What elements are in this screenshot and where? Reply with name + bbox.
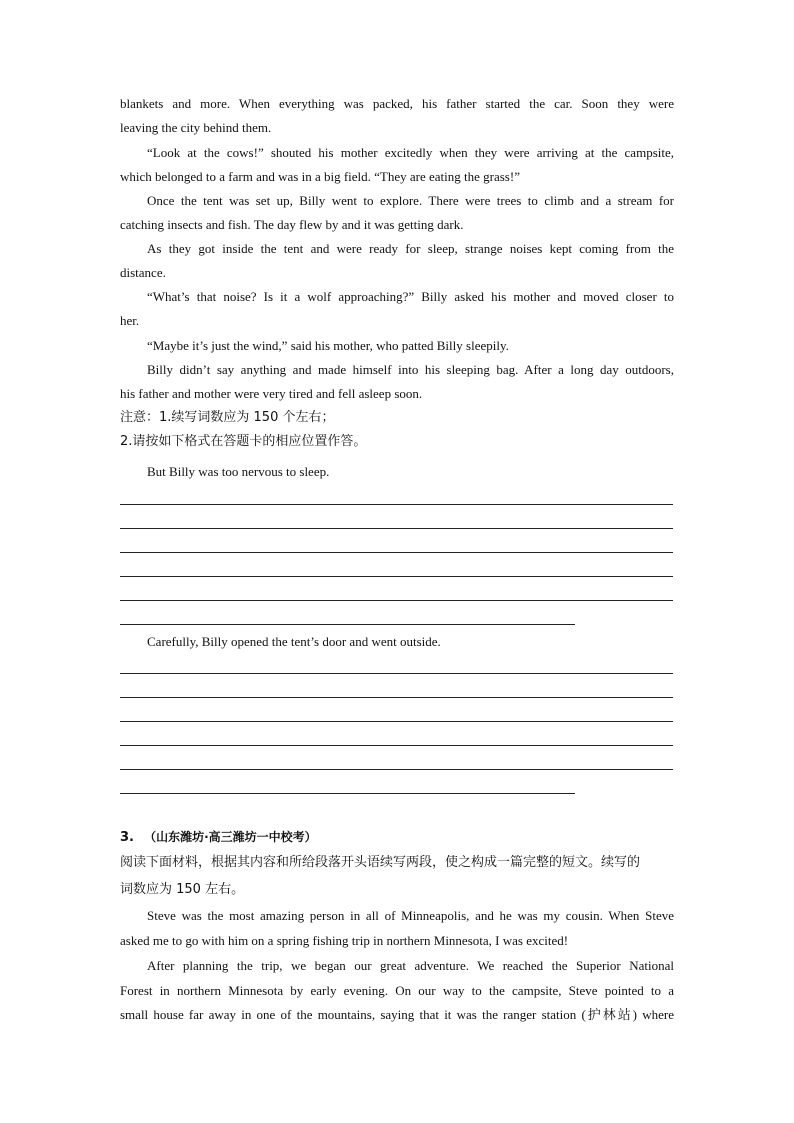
passage1-line-9: “What’s that noise? Is it a wolf approaching?” Billy asked his mother and moved closer to (147, 289, 674, 304)
passage1-line-3: “Look at the cows!” shouted his mother excitedly when they were arriving at the campsite, (147, 145, 674, 160)
question3-passage-line-1: Steve was the most amazing person in all of Minneapolis, and he was my cousin. When Steve (147, 908, 674, 923)
passage1-line-13: his father and mother were very tired and fell asleep soon. (120, 386, 423, 401)
question3-passage-line-5: small house far away in one of the mountains, saying that it was the ranger station (护林站) where (120, 1007, 674, 1022)
question-source: （山东潍坊·高三潍坊一中校考） (144, 830, 317, 844)
answer-line (120, 576, 673, 577)
note-word-count: 注意：1.续写词数应为 150 个左右； (120, 410, 335, 425)
answer-line (120, 552, 673, 553)
passage1-line-10: her. (120, 313, 140, 328)
answer-line (120, 793, 575, 794)
question3-header (120, 829, 674, 846)
passage1-line-5: Once the tent was set up, Billy went to explore. There were trees to climb and a stream for (147, 193, 674, 208)
passage1-line-8: distance. (120, 265, 166, 280)
passage1-line-11: “Maybe it’s just the wind,” said his mother, who patted Billy sleepily. (147, 338, 509, 353)
continuation-prompt-1: But Billy was too nervous to sleep. (147, 464, 330, 479)
question3-instruction-line-1: 阅读下面材料，根据其内容和所给段落开头语续写两段，使之构成一篇完整的短文。续写的 (120, 855, 641, 870)
question3-passage-line-2: asked me to go with him on a spring fishing trip in northern Minnesota, I was excited! (120, 933, 569, 948)
passage1-line-2: leaving the city behind them. (120, 120, 272, 135)
continuation-prompt-2: Carefully, Billy opened the tent’s door and went outside. (147, 634, 441, 649)
answer-line (120, 769, 673, 770)
answer-line (120, 673, 673, 674)
answer-line (120, 697, 673, 698)
question3-instruction-line-2: 词数应为 150 左右。 (120, 882, 245, 897)
passage1-line-6: catching insects and fish. The day flew by and it was getting dark. (120, 217, 464, 232)
answer-line (120, 745, 673, 746)
passage1-line-7: As they got inside the tent and were ready for sleep, strange noises kept coming from the (147, 241, 674, 256)
question-number: 3. (120, 830, 134, 845)
note-answer-format: 2.请按如下格式在答题卡的相应位置作答。 (120, 434, 367, 449)
passage1-line-4: which belonged to a farm and was in a big field. “They are eating the grass!” (120, 169, 520, 184)
answer-line (120, 624, 575, 625)
question3-passage-line-3: After planning the trip, we began our great adventure. We reached the Superior National (147, 958, 674, 973)
passage1-line-12: Billy didn’t say anything and made himself into his sleeping bag. After a long day outdoors, (147, 362, 674, 377)
answer-line (120, 721, 673, 722)
passage1-line-1: blankets and more. When everything was packed, his father started the car. Soon they were (120, 96, 674, 111)
answer-line (120, 504, 673, 505)
answer-line (120, 528, 673, 529)
answer-line (120, 600, 673, 601)
question3-passage-line-4: Forest in northern Minnesota by early evening. On our way to the campsite, Steve pointed to a (120, 983, 674, 998)
